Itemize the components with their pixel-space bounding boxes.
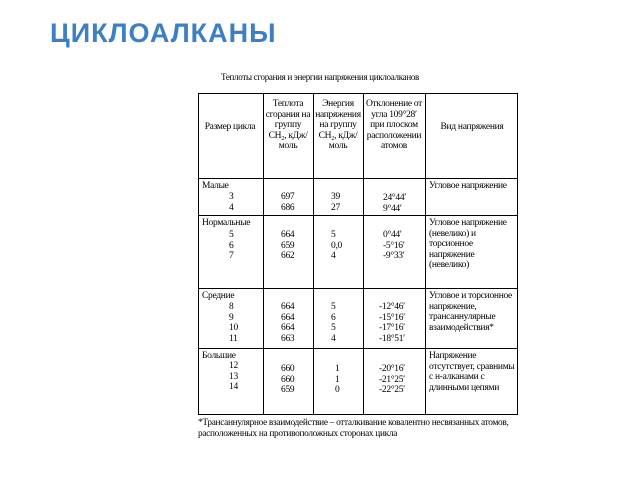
header-strain: Энергия напряжения на группу СН₂, кДж/моль xyxy=(315,99,361,151)
heat-values: 664 659 662 xyxy=(281,230,295,261)
strain-type: Угловое напряжение (невелико) и торсионное напряжение (невелико) xyxy=(429,218,507,270)
grid-line xyxy=(199,288,517,289)
strain-table xyxy=(198,93,518,415)
grid-line xyxy=(425,94,426,414)
grid-line xyxy=(199,348,517,349)
table-caption: Теплоты сгорания и энергии напряжения циклоалканов xyxy=(221,72,419,82)
slide-title: ЦИКЛОАЛКАНЫ xyxy=(50,18,277,48)
group-name: Малые xyxy=(202,181,229,191)
header-angle: Отклонение от угла 109°28′ при плоском расположении атомов xyxy=(365,99,423,151)
grid-line xyxy=(199,178,517,179)
heat-values: 697 686 xyxy=(281,192,295,213)
strain-values: 39 27 xyxy=(331,192,340,213)
header-size: Размер цикла xyxy=(204,122,256,132)
group-name: Большие xyxy=(202,351,236,361)
grid-line xyxy=(263,94,264,414)
strain-values: 5 6 5 4 xyxy=(331,302,336,344)
header-type: Вид напряжения xyxy=(440,122,504,132)
footnote: *Трансаннулярное взаимодействие – отталкивание ковалентно несвязанных атомов, расположенных на противоположных сторонах цикла xyxy=(198,418,509,439)
grid-line xyxy=(363,94,364,414)
heat-values: 664 664 664 663 xyxy=(281,302,295,344)
cycle-sizes: 12 13 14 xyxy=(229,361,238,392)
strain-type: Угловое напряжение xyxy=(429,181,507,191)
strain-type: Угловое и торсионное напряжение, трансаннулярные взаимодействия* xyxy=(429,291,512,333)
cycle-sizes: 8 9 10 11 xyxy=(229,302,238,344)
angle-values: -20°16′ -21°25′ -22°25′ xyxy=(379,364,405,395)
group-name: Нормальные xyxy=(202,218,251,228)
cycle-sizes: 3 4 xyxy=(229,192,234,213)
header-heat: Теплота сгорания на группу СН₂, кДж/моль xyxy=(265,99,311,151)
angle-values: -12°46′ -15°16′ -17°16′ -18°51′ xyxy=(379,302,405,344)
cycle-sizes: 5 6 7 xyxy=(229,230,234,261)
heat-values: 660 660 659 xyxy=(281,364,295,395)
strain-type: Напряжение отсутствует, сравнимы с н-алканами с длинными цепями xyxy=(429,351,515,393)
angle-values: 0°44′ -5°16′ -9°33′ xyxy=(383,230,405,261)
grid-line xyxy=(199,215,517,216)
grid-line xyxy=(313,94,314,414)
group-name: Средние xyxy=(202,291,235,301)
strain-values: 1 1 0 xyxy=(335,364,340,395)
angle-values: 24°44′ 9°44′ xyxy=(383,193,407,214)
strain-values: 5 0,0 4 xyxy=(331,230,342,261)
